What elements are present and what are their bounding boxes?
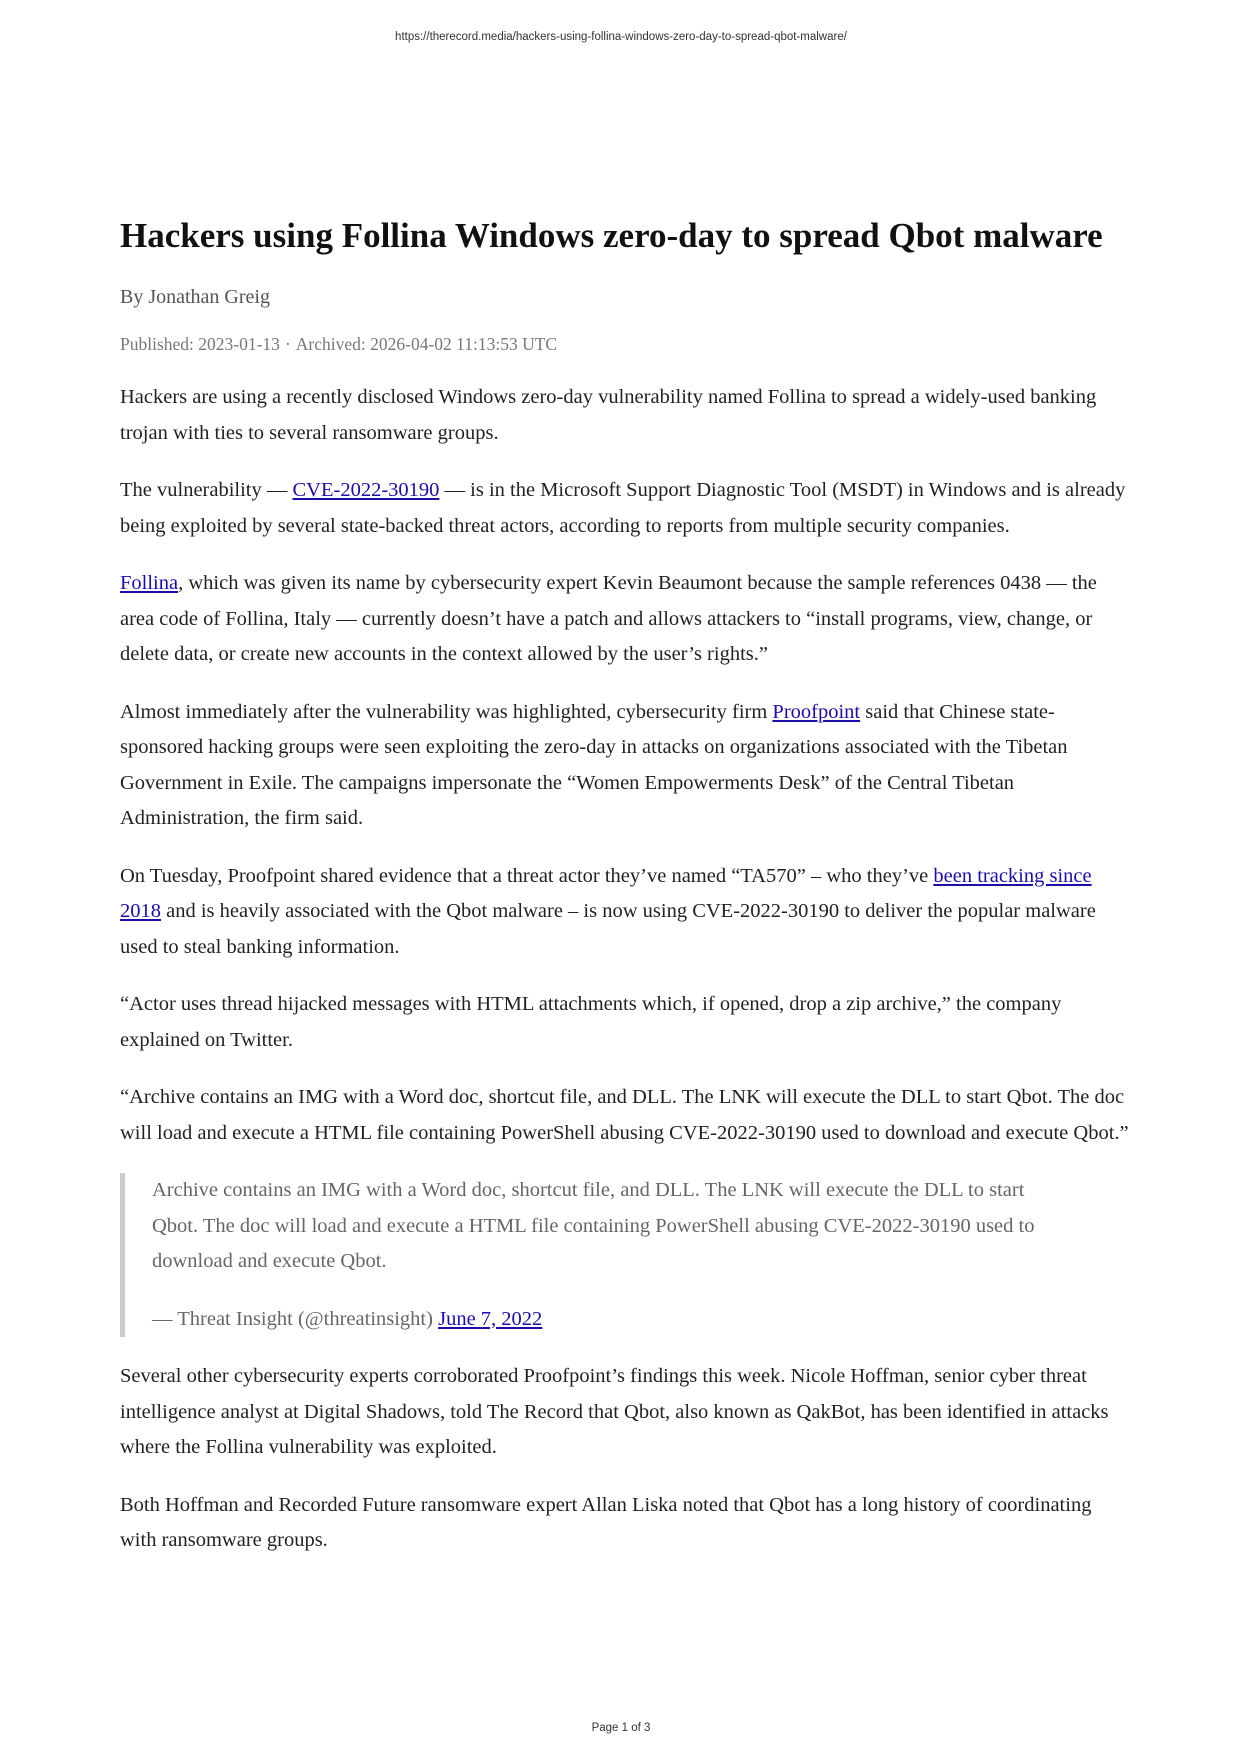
paragraph-follina: Follina, which was given its name by cybersecurity expert Kevin Beaumont because the sample references 0438 — the area code of Follina, Italy — currently doesn’t have a patch and allows attackers to “install programs, view, change, or delete data, or create new accounts in the context allowed by the user’s rights.” [120,572,1097,665]
page-number: Page 1 of 3 [591,1722,651,1734]
paragraph-ta570: On Tuesday, Proofpoint shared evidence that a threat actor they’ve named “TA570” – who they’ve been tracking since 2018 and is heavily associated with the Qbot malware – is now using CVE-2022-30190 to deliver the popular malware used to steal banking information. [120,864,1096,958]
tracking-link[interactable]: been tracking since 2018 [120,864,1092,922]
cve-link[interactable]: CVE-2022-30190 [292,479,440,501]
paragraph-hoffman: Several other cybersecurity experts corroborated Proofpoint’s findings this week. Nicole Hoffman, senior cyber threat intelligence analyst at Digital Shadows, told The Record that Qbot, also known as QakBot, has been identified in attacks where the Follina vulnerability was exploited. [120,1365,1109,1458]
paragraph-intro: Hackers are using a recently disclosed Windows zero-day vulnerability named Follina to spread a widely-used banking trojan with ties to several ransomware groups. [120,386,1097,444]
quote-text: Archive contains an IMG with a Word doc, shortcut file, and DLL. The LNK will execute the DLL to start Qbot. The doc will load and execute a HTML file containing PowerShell abusing CVE-2022-30190 used to download and execute Qbot. [152,1179,1035,1272]
proofpoint-link[interactable]: Proofpoint [772,700,861,723]
paragraph-twitter: “Actor uses thread hijacked messages with HTML attachments which, if opened, drop a zip archive,” the company explained on Twitter. [120,993,1062,1051]
paragraph-proofpoint: Almost immediately after the vulnerability was highlighted, cybersecurity firm Proofpoint said that Chinese state-sponsored hacking groups were seen exploiting the zero-day in attacks on organizations associated with the Tibetan Government in Exile. The campaigns impersonate the “Women Empowerments Desk” of the Central Tibetan Administration, the firm said. [120,700,1068,829]
published-date: Published: 2023-01-13 [120,334,280,354]
article-body [120,380,1130,1559]
tweet-quote [120,1173,1130,1337]
paragraph-archive: “Archive contains an IMG with a Word doc, shortcut file, and DLL. The LNK will execute the DLL to start Qbot. The doc will load and execute a HTML file containing PowerShell abusing CVE-2022-30190 used to download and execute Qbot.” [120,1086,1129,1144]
page-url: https://therecord.media/hackers-using-follina-windows-zero-day-to-spread-qbot-malware/ [395,31,847,43]
article [120,214,1130,1581]
meta-separator: · [284,334,291,354]
follina-link[interactable]: Follina [120,572,179,594]
tweet-date-link[interactable]: June 7, 2022 [438,1307,543,1330]
paragraph-vulnerability: The vulnerability — CVE-2022-30190 — is in the Microsoft Support Diagnostic Tool (MSDT) in Windows and is already being exploited by several state-backed threat actors, according to reports from multiple security companies. [120,479,1126,537]
archived-date: Archived: 2026-04-02 11:13:53 UTC [295,334,558,354]
article-title: Hackers using Follina Windows zero-day to spread Qbot malware [120,216,1103,255]
article-meta [120,332,1130,356]
article-byline: By Jonathan Greig [120,286,270,308]
paragraph-liska: Both Hoffman and Recorded Future ransomware expert Allan Liska noted that Qbot has a long history of coordinating with ransomware groups. [120,1493,1092,1551]
quote-attribution: — Threat Insight (@threatinsight) June 7, 2022 [152,1307,543,1330]
